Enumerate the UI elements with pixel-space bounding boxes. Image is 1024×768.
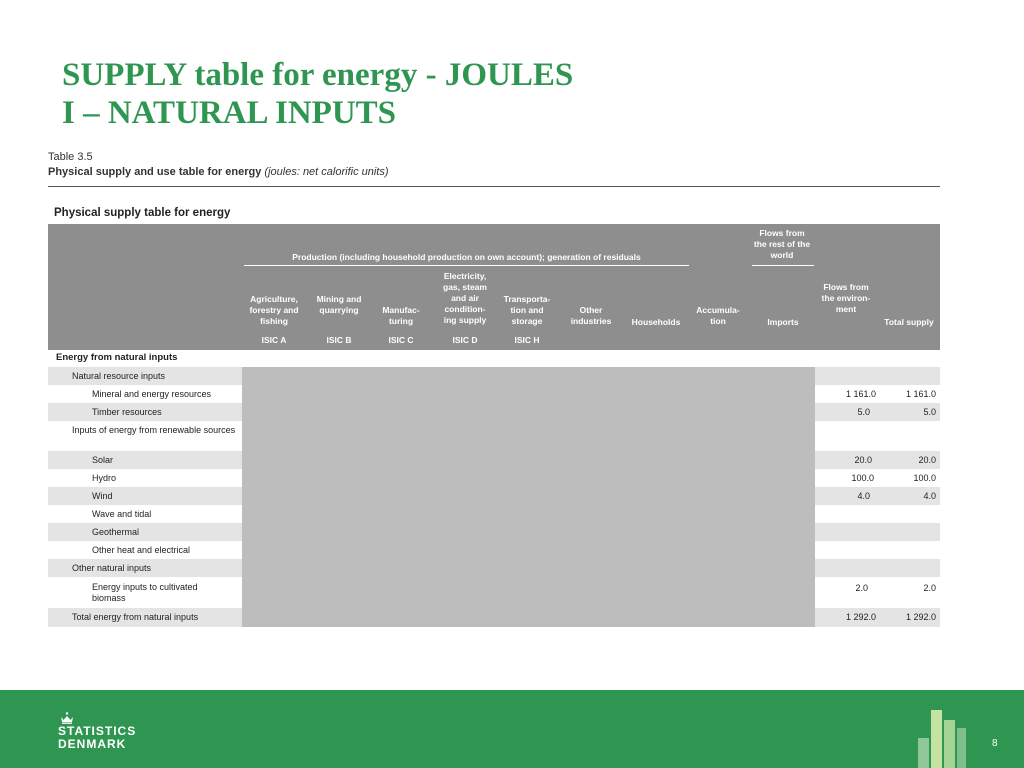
title-line-2: I – NATURAL INPUTS bbox=[62, 95, 397, 131]
col-imports: Imports bbox=[767, 317, 799, 327]
col-households: Households bbox=[631, 317, 681, 327]
title-line-1: SUPPLY table for energy - JOULES bbox=[62, 57, 574, 93]
caption-divider bbox=[48, 186, 940, 187]
isic-c: ISIC C bbox=[388, 335, 414, 345]
col-other-industries: Other industries bbox=[570, 305, 612, 326]
logo-text: STATISTICS DENMARK bbox=[58, 724, 137, 751]
flows-env-value: 1 292.0 bbox=[845, 612, 876, 622]
footer-bar bbox=[0, 690, 1024, 768]
table-subtitle-main: Physical supply and use table for energy bbox=[48, 166, 262, 178]
slide-title bbox=[62, 56, 573, 132]
bar-graphic-bar bbox=[918, 738, 929, 768]
crown-icon bbox=[60, 712, 74, 724]
table-caption bbox=[48, 150, 389, 180]
flows-env-value: 5.0 bbox=[857, 407, 870, 417]
rest-of-world-rule bbox=[752, 265, 814, 266]
table-subtitle-units: (joules: net calorific units) bbox=[264, 166, 389, 178]
col-flows-environment: Flows from the environ- ment bbox=[821, 282, 871, 314]
rest-of-world-header: Flows from the rest of the world bbox=[753, 228, 811, 260]
total-value: 4.0 bbox=[923, 491, 936, 501]
empty-cells-block bbox=[242, 367, 815, 627]
flows-env-value: 100.0 bbox=[851, 473, 874, 483]
row-label: Timber resources bbox=[92, 407, 162, 417]
total-value: 5.0 bbox=[923, 407, 936, 417]
total-value: 100.0 bbox=[913, 473, 936, 483]
total-value: 20.0 bbox=[918, 455, 936, 465]
col-electricity: Electricity, gas, steam and air condition- ing supply bbox=[443, 271, 487, 325]
total-value: 2.0 bbox=[923, 583, 936, 593]
flows-env-value: 20.0 bbox=[854, 455, 872, 465]
bar-graphic-bar bbox=[931, 710, 942, 768]
bar-graphic bbox=[918, 710, 968, 768]
flows-env-value: 4.0 bbox=[857, 491, 870, 501]
row-label: Inputs of energy from renewable sources bbox=[72, 425, 236, 435]
energy-group-label: Energy from natural inputs bbox=[56, 352, 178, 363]
row-label: Energy inputs to cultivated biomass bbox=[92, 582, 198, 603]
col-transportation: Transporta- tion and storage bbox=[503, 294, 551, 326]
row-label: Hydro bbox=[92, 473, 117, 483]
flows-env-value: 1 161.0 bbox=[845, 389, 876, 399]
bar-graphic-bar bbox=[957, 728, 966, 768]
col-accumulation: Accumula- tion bbox=[696, 305, 740, 326]
table-number: Table 3.5 bbox=[48, 151, 93, 163]
total-value: 1 292.0 bbox=[905, 612, 936, 622]
isic-b: ISIC B bbox=[326, 335, 352, 345]
row-label: Solar bbox=[92, 455, 114, 465]
row-label: Geothermal bbox=[92, 527, 140, 537]
isic-a: ISIC A bbox=[261, 335, 287, 345]
flows-env-value: 2.0 bbox=[855, 583, 868, 593]
isic-h: ISIC H bbox=[514, 335, 540, 345]
col-agriculture: Agriculture, forestry and fishing bbox=[249, 294, 299, 326]
row-label: Total energy from natural inputs bbox=[72, 612, 199, 622]
col-mining: Mining and quarrying bbox=[316, 294, 362, 315]
row-label: Other heat and electrical bbox=[92, 545, 191, 555]
total-value: 1 161.0 bbox=[905, 389, 936, 399]
isic-d: ISIC D bbox=[452, 335, 478, 345]
row-label: Mineral and energy resources bbox=[92, 389, 212, 399]
row-label: Wave and tidal bbox=[92, 509, 152, 519]
col-total-supply: Total supply bbox=[884, 317, 934, 327]
table-header bbox=[48, 224, 940, 350]
row-label: Other natural inputs bbox=[72, 563, 152, 573]
bar-graphic-bar bbox=[944, 720, 955, 768]
table-subtitle bbox=[48, 165, 389, 180]
section-title: Physical supply table for energy bbox=[54, 207, 231, 219]
row-label: Wind bbox=[92, 491, 113, 501]
production-header-rule bbox=[244, 265, 689, 266]
page-number: 8 bbox=[992, 738, 998, 749]
row-label: Natural resource inputs bbox=[72, 371, 166, 381]
production-header: Production (including household production on own account); generation of residuals bbox=[292, 252, 641, 262]
col-manufacturing: Manufac- turing bbox=[382, 305, 420, 326]
